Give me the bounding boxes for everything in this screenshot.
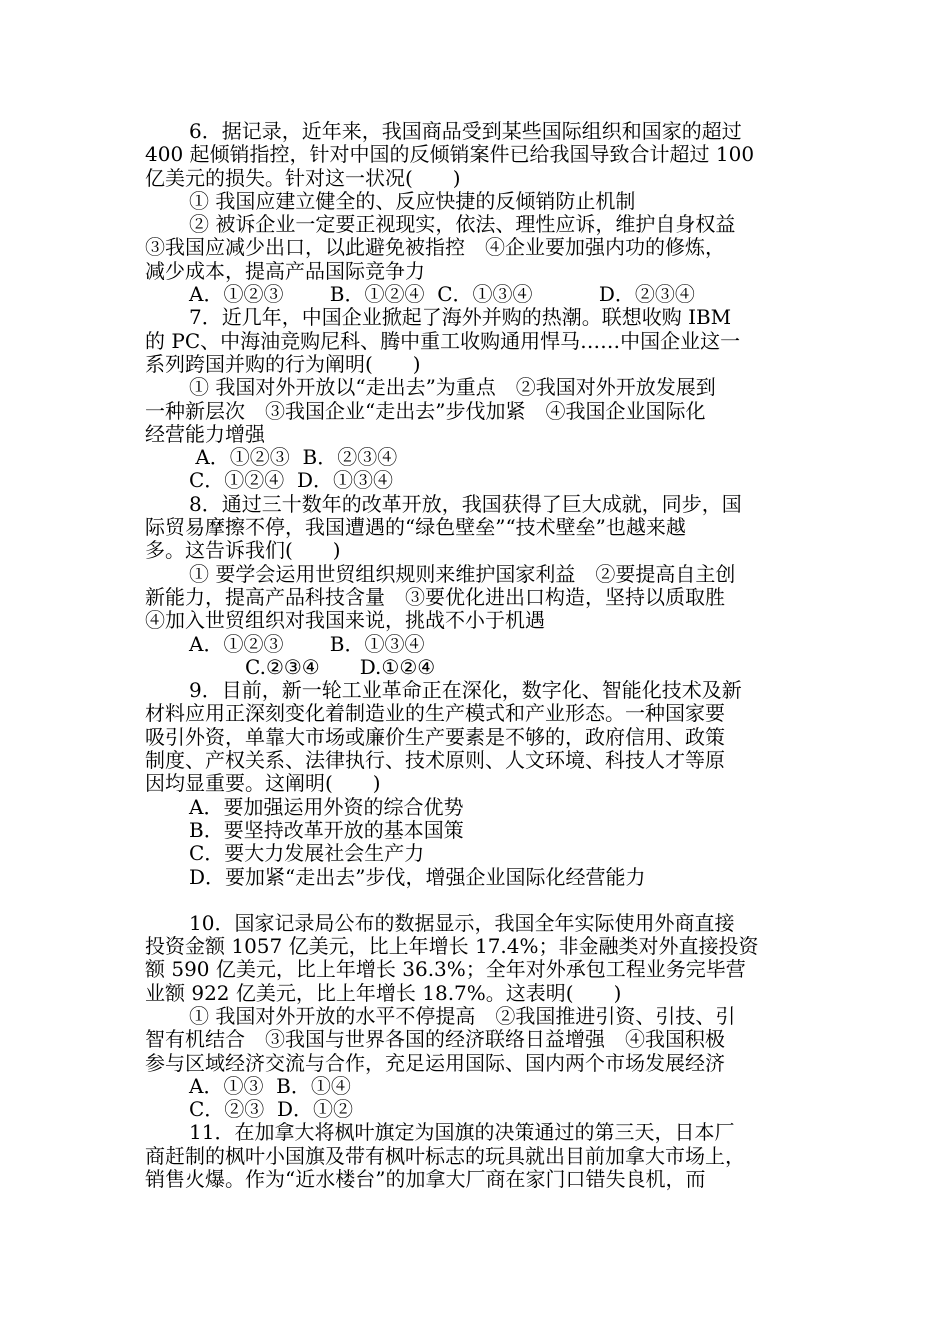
question-stem-line: 的 PC、中海油竞购尼科、腾中重工收购通用悍马……中国企业这一 (145, 328, 741, 353)
statement-line: 经营能力增强 (145, 421, 265, 446)
question-6 (145, 120, 813, 306)
question-stem-line: 额 590 亿美元，比上年增长 36.3%；全年对外承包工程业务完毕营 (145, 957, 746, 982)
question-stem-line: 系列跨国并购的行为阐明( ) (145, 351, 421, 376)
statement-line: ④加入世贸组织对我国来说，挑战不小于机遇 (145, 608, 545, 633)
question-10 (145, 912, 813, 1122)
question-11 (145, 1121, 813, 1191)
statement-line: ③我国应减少出口，以此避免被指控 ④企业要加强内功的修炼， (145, 235, 725, 260)
statement-line: 减少成本，提高产品国际竞争力 (145, 258, 425, 283)
answer-options: A．①②③ B．①②④ C．①③④ D．②③④ (189, 282, 695, 307)
answer-options: C．①②④ D．①③④ (189, 468, 394, 493)
statement-line: ② 被诉企业一定要正视现实，依法、理性应诉，维护自身权益 (189, 212, 736, 237)
blank-line (145, 889, 813, 912)
question-stem-line: 销售火爆。作为“近水楼台”的加拿大厂商在家门口错失良机，而 (145, 1167, 706, 1192)
question-8 (145, 493, 813, 679)
question-stem-line: 制度、产权关系、法律执行、技术原则、人文环境、科技人才等原 (145, 748, 725, 773)
statement-line: 参与区域经济交流与合作，充足运用国际、国内两个市场发展经济 (145, 1050, 725, 1075)
answer-options: A．①②③ B．②③④ (189, 445, 398, 470)
question-stem-line: 际贸易摩擦不停，我国遭遇的“绿色壁垒”“技术壁垒”也越来越 (145, 515, 686, 540)
question-stem-line: 10．国家记录局公布的数据显示，我国全年实际使用外商直接 (189, 910, 735, 935)
statement-line: 一种新层次 ③我国企业“走出去”步伐加紧 ④我国企业国际化 (145, 398, 706, 423)
question-9 (145, 679, 813, 889)
question-7 (145, 306, 813, 492)
question-stem-line: 材料应用正深刻变化着制造业的生产模式和产业形态。一种国家要 (145, 701, 725, 726)
question-stem-line: 7．近几年，中国企业掀起了海外并购的热潮。联想收购 IBM (189, 305, 732, 330)
statement-line: 智有机结合 ③我国与世界各国的经济联络日益增强 ④我国积极 (145, 1027, 725, 1052)
answer-option-b: B．要坚持改革开放的基本国策 (189, 817, 464, 842)
question-stem-line: 投资金额 1057 亿美元，比上年增长 17.4%；非金融类对外直接投资 (145, 934, 759, 959)
question-stem-line: 8．通过三十数年的改革开放，我国获得了巨大成就，同步，国 (189, 491, 742, 516)
statement-line: ① 我国对外开放的水平不停提高 ②我国推进引资、引技、引 (189, 1003, 736, 1028)
question-stem-line: 亿美元的损失。针对这一状况( ) (145, 165, 461, 190)
statement-line: ① 我国对外开放以“走出去”为重点 ②我国对外开放发展到 (189, 375, 716, 400)
question-stem-line: 400 起倾销指控，针对中国的反倾销案件已给我国导致合计超过 100 (145, 142, 755, 167)
document-page (145, 120, 813, 1191)
answer-option-c: C．要大力发展社会生产力 (189, 841, 425, 866)
answer-options: C．②③ D．①② (189, 1097, 354, 1122)
question-stem-line: 因均显重要。这阐明( ) (145, 771, 381, 796)
question-stem-line: 吸引外资，单靠大市场或廉价生产要素是不够的，政府信用、政策 (145, 724, 725, 749)
answer-options: A．①③ B．①④ (189, 1073, 351, 1098)
answer-options: A．①②③ B．①③④ (189, 631, 425, 656)
question-stem-line: 9．目前，新一轮工业革命正在深化，数字化、智能化技术及新 (189, 678, 742, 703)
answer-option-d: D．要加紧“走出去”步伐，增强企业国际化经营能力 (189, 864, 646, 889)
question-stem-line: 业额 922 亿美元，比上年增长 18.7%。这表明( ) (145, 980, 622, 1005)
question-stem-line: 商赶制的枫叶小国旗及带有枫叶标志的玩具就出目前加拿大市场上， (145, 1143, 745, 1168)
answer-option-a: A．要加强运用外资的综合优势 (189, 794, 464, 819)
answer-options: C.②③④ D.①②④ (245, 654, 436, 679)
question-stem-line: 11．在加拿大将枫叶旗定为国旗的决策通过的第三天，日本厂 (189, 1120, 735, 1145)
statement-line: ① 要学会运用世贸组织规则来维护国家利益 ②要提高自主创 (189, 561, 736, 586)
question-stem-line: 多。这告诉我们( ) (145, 538, 341, 563)
question-stem-line: 6．据记录，近年来，我国商品受到某些国际组织和国家的超过 (189, 119, 742, 143)
statement-line: ① 我国应建立健全的、反应快捷的反倾销防止机制 (189, 188, 636, 213)
statement-line: 新能力，提高产品科技含量 ③要优化进出口构造，坚持以质取胜 (145, 584, 725, 609)
